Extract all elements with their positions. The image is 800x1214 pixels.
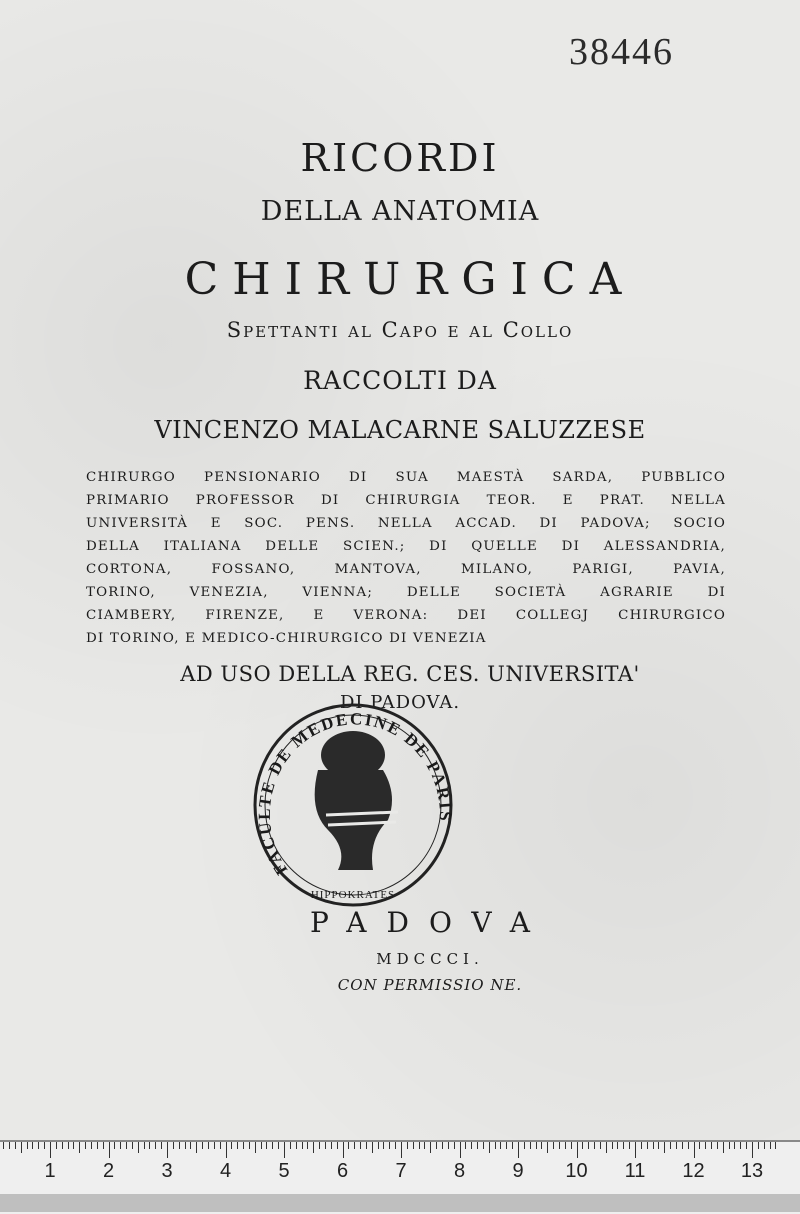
ruler-tick — [495, 1142, 496, 1149]
ruler-tick — [255, 1142, 256, 1153]
ruler-tick — [524, 1142, 525, 1149]
ruler-tick — [430, 1142, 431, 1153]
title-line-3: CHIRURGICA — [184, 254, 636, 305]
ruler-tick — [500, 1142, 501, 1149]
ruler-tick — [383, 1142, 384, 1149]
ruler-tick — [103, 1142, 104, 1149]
ruler-tick — [711, 1142, 712, 1149]
ruler-tick — [348, 1142, 349, 1149]
ruler-tick — [676, 1142, 677, 1149]
ruler-tick — [38, 1142, 39, 1149]
ruler-tick — [9, 1142, 10, 1149]
ruler-tick — [337, 1142, 338, 1149]
ruler-tick — [56, 1142, 57, 1149]
ruler-number: 10 — [565, 1160, 588, 1182]
subtitle-line: Spettanti al Capo e al Collo — [226, 318, 574, 342]
ruler-tick — [688, 1142, 689, 1149]
ruler-tick — [196, 1142, 197, 1153]
ruler-tick — [91, 1142, 92, 1149]
ruler-shadow — [0, 1194, 800, 1212]
ruler-tick — [372, 1142, 373, 1153]
title-line-1: RICORDI — [300, 136, 500, 180]
credential-line: DELLA ITALIANA DELLE SCIEN.; DI QUELLE DI ALESSANDRIA, — [86, 539, 726, 554]
ruler-tick — [395, 1142, 396, 1149]
ruler-tick — [448, 1142, 449, 1149]
ruler-tick — [354, 1142, 355, 1149]
ruler-tick — [460, 1142, 461, 1158]
ruler-tick — [471, 1142, 472, 1149]
ruler-number: 7 — [395, 1160, 407, 1182]
ruler-tick — [3, 1142, 4, 1149]
ruler-tick — [132, 1142, 133, 1149]
ruler-tick — [442, 1142, 443, 1149]
ruler-tick — [518, 1142, 519, 1158]
ruler-tick — [623, 1142, 624, 1149]
ruler-tick — [764, 1142, 765, 1149]
ruler-tick — [97, 1142, 98, 1149]
ruler-tick — [243, 1142, 244, 1149]
ruler-tick — [582, 1142, 583, 1149]
ruler-tick — [617, 1142, 618, 1149]
ruler-number: 6 — [336, 1160, 349, 1182]
ruler-tick — [284, 1142, 285, 1158]
ruler-tick — [746, 1142, 747, 1149]
ruler-tick — [775, 1142, 776, 1149]
credential-line: DI TORINO, E MEDICO-CHIRURGICO DI VENEZIA — [86, 631, 487, 646]
ruler-tick — [577, 1142, 578, 1158]
ruler-tick — [202, 1142, 203, 1149]
ruler-tick — [261, 1142, 262, 1149]
ruler-tick — [325, 1142, 326, 1149]
ruler-tick — [21, 1142, 22, 1153]
ruler-tick — [155, 1142, 156, 1149]
university-use-line: AD USO DELLA REG. CES. UNIVERSITA' — [180, 662, 640, 686]
ruler-tick — [73, 1142, 74, 1149]
ruler-number: 2 — [102, 1160, 115, 1182]
ruler-number: 9 — [512, 1160, 524, 1182]
ruler-tick — [536, 1142, 537, 1149]
ruler-number: 1 — [44, 1160, 56, 1182]
ruler-number: 11 — [624, 1160, 646, 1182]
ruler-tick — [50, 1142, 51, 1158]
stamp-arc-text: FACULTE DE MEDECINE DE PARIS — [254, 709, 456, 879]
ruler-tick — [407, 1142, 408, 1149]
publication-city: PADOVA — [310, 906, 550, 939]
ruler-tick — [313, 1142, 314, 1153]
ruler-tick — [208, 1142, 209, 1149]
ruler-tick — [553, 1142, 554, 1149]
ruler-tick — [389, 1142, 390, 1149]
stamp-portrait-icon — [315, 731, 398, 870]
ruler-tick — [190, 1142, 191, 1149]
ruler-tick — [705, 1142, 706, 1149]
ruler-tick — [214, 1142, 215, 1149]
ruler-tick — [173, 1142, 174, 1149]
ruler-tick — [79, 1142, 80, 1153]
ruler-tick — [664, 1142, 665, 1153]
ruler-tick — [483, 1142, 484, 1149]
ruler-tick — [179, 1142, 180, 1149]
ruler-tick — [454, 1142, 455, 1149]
ruler-tick — [343, 1142, 344, 1158]
university-use-line-2: DI PADOVA. — [339, 692, 461, 713]
ruler-tick — [378, 1142, 379, 1149]
credential-line: TORINO, VENEZIA, VIENNA; DELLE SOCIETÀ AGRARIE DI — [86, 585, 726, 600]
ruler-tick — [185, 1142, 186, 1149]
ruler-tick — [600, 1142, 601, 1149]
publication-year: MDCCCI. — [376, 950, 484, 968]
ruler-tick — [723, 1142, 724, 1153]
ruler-tick — [126, 1142, 127, 1149]
ruler-tick — [717, 1142, 718, 1149]
ruler-tick — [278, 1142, 279, 1149]
ruler-tick — [85, 1142, 86, 1149]
credential-line: PRIMARIO PROFESSOR DI CHIRURGIA TEOR. E PRAT. NELLA — [86, 493, 726, 508]
ruler-tick — [641, 1142, 642, 1149]
ruler-tick — [319, 1142, 320, 1149]
shelfmark-number: 38446 — [569, 31, 674, 73]
ruler-number: 8 — [453, 1160, 466, 1182]
ruler-tick — [401, 1142, 402, 1158]
ruler-tick — [249, 1142, 250, 1149]
ruler-tick — [629, 1142, 630, 1149]
ruler-tick — [360, 1142, 361, 1149]
ruler-tick — [296, 1142, 297, 1149]
collected-by-line: RACCOLTI DA — [303, 366, 497, 395]
ruler-tick — [571, 1142, 572, 1149]
ruler-number: 3 — [161, 1160, 173, 1182]
library-stamp — [248, 700, 458, 910]
ruler-tick — [758, 1142, 759, 1149]
author-name: VINCENZO MALACARNE SALUZZESE — [154, 416, 646, 444]
title-line-2: DELLA ANATOMIA — [260, 196, 540, 227]
ruler-tick — [770, 1142, 771, 1149]
ruler-tick — [237, 1142, 238, 1149]
ruler-tick — [220, 1142, 221, 1149]
ruler-tick — [653, 1142, 654, 1149]
ruler-tick — [226, 1142, 227, 1158]
credential-line: UNIVERSITÀ E SOC. PENS. NELLA ACCAD. DI PADOVA; SOCIO — [86, 516, 726, 531]
ruler-tick — [413, 1142, 414, 1149]
author-credentials — [86, 466, 726, 650]
ruler-tick — [612, 1142, 613, 1149]
ruler-tick — [530, 1142, 531, 1149]
ruler-tick — [272, 1142, 273, 1149]
ruler-tick — [740, 1142, 741, 1149]
ruler-tick — [606, 1142, 607, 1153]
stamp-bottom-text: HIPPOKRATES — [310, 889, 396, 901]
ruler-tick — [149, 1142, 150, 1149]
ruler-number: 12 — [682, 1160, 705, 1182]
ruler-tick — [290, 1142, 291, 1149]
ruler-tick — [477, 1142, 478, 1149]
ruler-tick — [588, 1142, 589, 1149]
ruler-tick — [694, 1142, 695, 1158]
ruler-tick — [734, 1142, 735, 1149]
ruler-tick — [658, 1142, 659, 1149]
ruler-tick — [512, 1142, 513, 1149]
ruler-tick — [541, 1142, 542, 1149]
ruler-number: 13 — [740, 1160, 764, 1182]
ruler-tick — [682, 1142, 683, 1149]
ruler-tick — [559, 1142, 560, 1149]
ruler-tick — [699, 1142, 700, 1149]
ruler-number: 5 — [278, 1160, 290, 1182]
ruler-tick — [144, 1142, 145, 1149]
ruler-tick — [647, 1142, 648, 1149]
ruler-tick — [114, 1142, 115, 1149]
ruler-tick — [27, 1142, 28, 1149]
credential-line: CIAMBERY, FIRENZE, E VERONA: DEI COLLEGJ CHIRURGICO — [86, 608, 726, 623]
ruler-tick — [465, 1142, 466, 1149]
ruler-tick — [109, 1142, 110, 1158]
ruler-tick — [44, 1142, 45, 1149]
ruler-tick — [670, 1142, 671, 1149]
ruler-tick — [729, 1142, 730, 1149]
credential-line: CHIRURGO PENSIONARIO DI SUA MAESTÀ SARDA, PUBBLICO — [86, 470, 726, 485]
ruler-tick — [302, 1142, 303, 1149]
ruler-tick — [506, 1142, 507, 1149]
ruler-tick — [331, 1142, 332, 1149]
ruler-tick — [419, 1142, 420, 1149]
ruler-tick — [138, 1142, 139, 1153]
ruler-tick — [752, 1142, 753, 1158]
ruler-tick — [68, 1142, 69, 1149]
ruler-tick — [62, 1142, 63, 1149]
ruler-tick — [120, 1142, 121, 1149]
credential-line: CORTONA, FOSSANO, MANTOVA, MILANO, PARIGI, PAVIA, — [86, 562, 726, 577]
ruler-tick — [424, 1142, 425, 1149]
ruler-tick — [307, 1142, 308, 1149]
permission-line: CON PERMISSIO NE. — [337, 976, 523, 994]
ruler-tick — [15, 1142, 16, 1149]
ruler-tick — [635, 1142, 636, 1158]
ruler-tick — [594, 1142, 595, 1149]
ruler-tick — [366, 1142, 367, 1149]
ruler-tick — [565, 1142, 566, 1149]
ruler-tick — [547, 1142, 548, 1153]
ruler-tick — [32, 1142, 33, 1149]
ruler-tick — [489, 1142, 490, 1153]
ruler-number: 4 — [219, 1160, 232, 1182]
ruler-tick — [231, 1142, 232, 1149]
ruler-tick — [266, 1142, 267, 1149]
ruler-tick — [161, 1142, 162, 1149]
ruler-tick — [436, 1142, 437, 1149]
ruler-tick — [167, 1142, 168, 1158]
